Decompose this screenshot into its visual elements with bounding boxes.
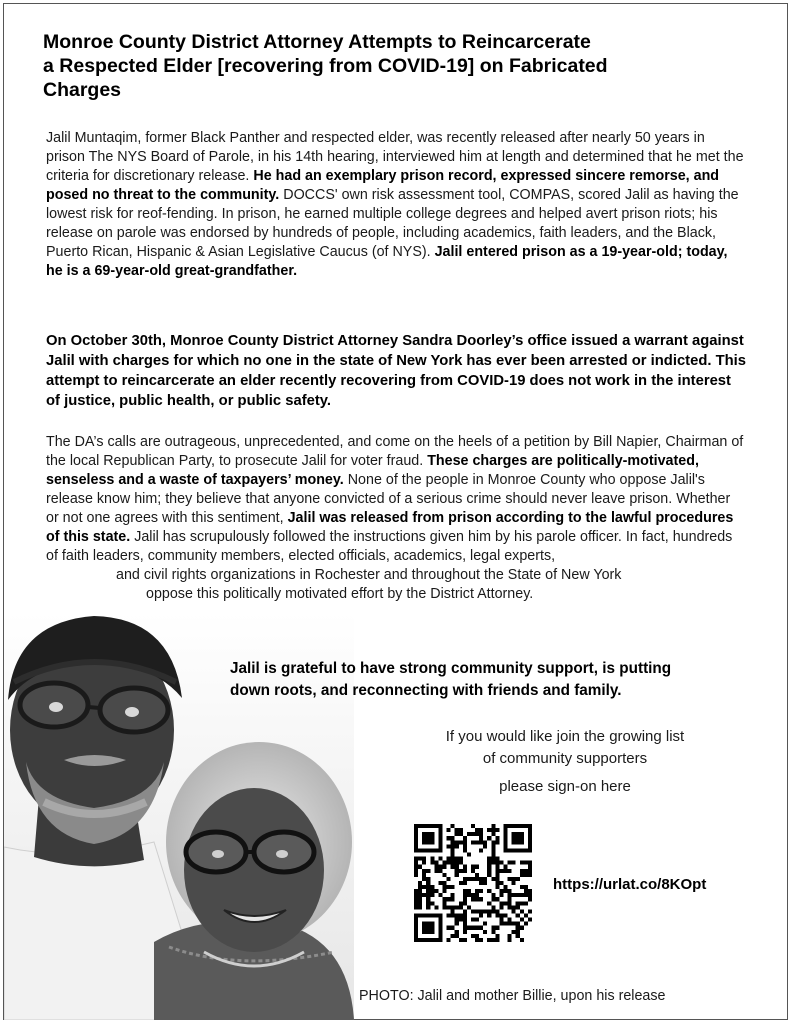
p3-text-g: oppose this politically motivated effort by the District Attorney.	[146, 586, 534, 602]
p3-text-f: and civil rights organizations in Rochester and throughout the State of New York	[116, 567, 622, 583]
photo-caption: PHOTO: Jalil and mother Billie, upon his release	[359, 988, 666, 1004]
paragraph-charges	[46, 433, 746, 604]
p3-text-c: None of the people in Monroe County who oppose Jalil's release know him; they believe that anyone convicted of a serious crime should never leave prison. Whether or not one agrees with this sentiment,	[46, 472, 731, 526]
callout-line-1: Jalil is grateful to have strong community support, is putting	[230, 660, 672, 677]
signup-url-link[interactable]: https://urlat.co/8KOpt	[553, 876, 707, 893]
headline	[43, 30, 743, 102]
callout-line-2: down roots, and reconnecting with friends and family.	[230, 682, 622, 699]
p3-bold-lawful: Jalil was released from prison according to the lawful procedures of this state.	[46, 510, 734, 545]
p3-text-e: Jalil has scrupulously followed the instructions given him by his parole officer. In fact, hundreds of faith leaders, community members, elected officials, academics, legal experts,	[46, 529, 733, 564]
p3-text-a: The DA’s calls are outrageous, unprecedented, and come on the heels of a petition by Bill Napier, Chairman of the local Republican Party, to prosecute Jalil for voter fraud.	[46, 434, 744, 469]
p1-text-c: DOCCS' own risk assessment tool, COMPAS, scored Jalil as having the lowest risk for reof-fending. In prison, he earned multiple college degrees and helped avert prison riots; his release on parole was endorsed by hundreds of people, including academics, faith leaders, and the Black, Puerto Rican, Hispanic & Asian Legislative Caucus (of NYS).	[46, 187, 739, 260]
paragraph-release	[46, 129, 746, 281]
p1-text-a: Jalil Muntaqim, former Black Panther and respected elder, was recently released after nearly 50 years in prison The NYS Board of Parole, in his 14th hearing, interviewed him at length and determined that he met the criteria for discretionary release.	[46, 130, 744, 184]
join-line-2: of community supporters	[482, 750, 648, 767]
headline-line-2: a Respected Elder [recovering from COVID-19] on Fabricated	[43, 55, 608, 77]
p1-bold-age: Jalil entered prison as a 19-year-old; today, he is a 69-year-old great-grandfather.	[46, 244, 728, 279]
headline-line-1: Monroe County District Attorney Attempts to Reincarcerate	[43, 31, 591, 53]
sign-on-prompt: please sign-on here	[499, 778, 631, 795]
p3-bold-motivated: These charges are politically-motivated, senseless and a waste of taxpayers’ money.	[46, 453, 699, 488]
paragraph-warrant: On October 30th, Monroe County District Attorney Sandra Doorley’s office issued a warrant against Jalil with charges for which no one in the state of New York has ever been arrested or indicted. This attempt to reincarcerate an elder recently recovering from COVID-19 does not work in the interest of justice, public health, or public safety.	[46, 333, 747, 409]
join-invitation	[410, 726, 720, 770]
support-callout	[230, 658, 760, 702]
p1-bold-record: He had an exemplary prison record, expressed sincere remorse, and posed no threat to the community.	[46, 168, 720, 203]
headline-line-3: Charges	[43, 79, 122, 101]
join-line-1: If you would like join the growing list	[445, 728, 685, 745]
qr-code-icon[interactable]	[414, 824, 532, 942]
